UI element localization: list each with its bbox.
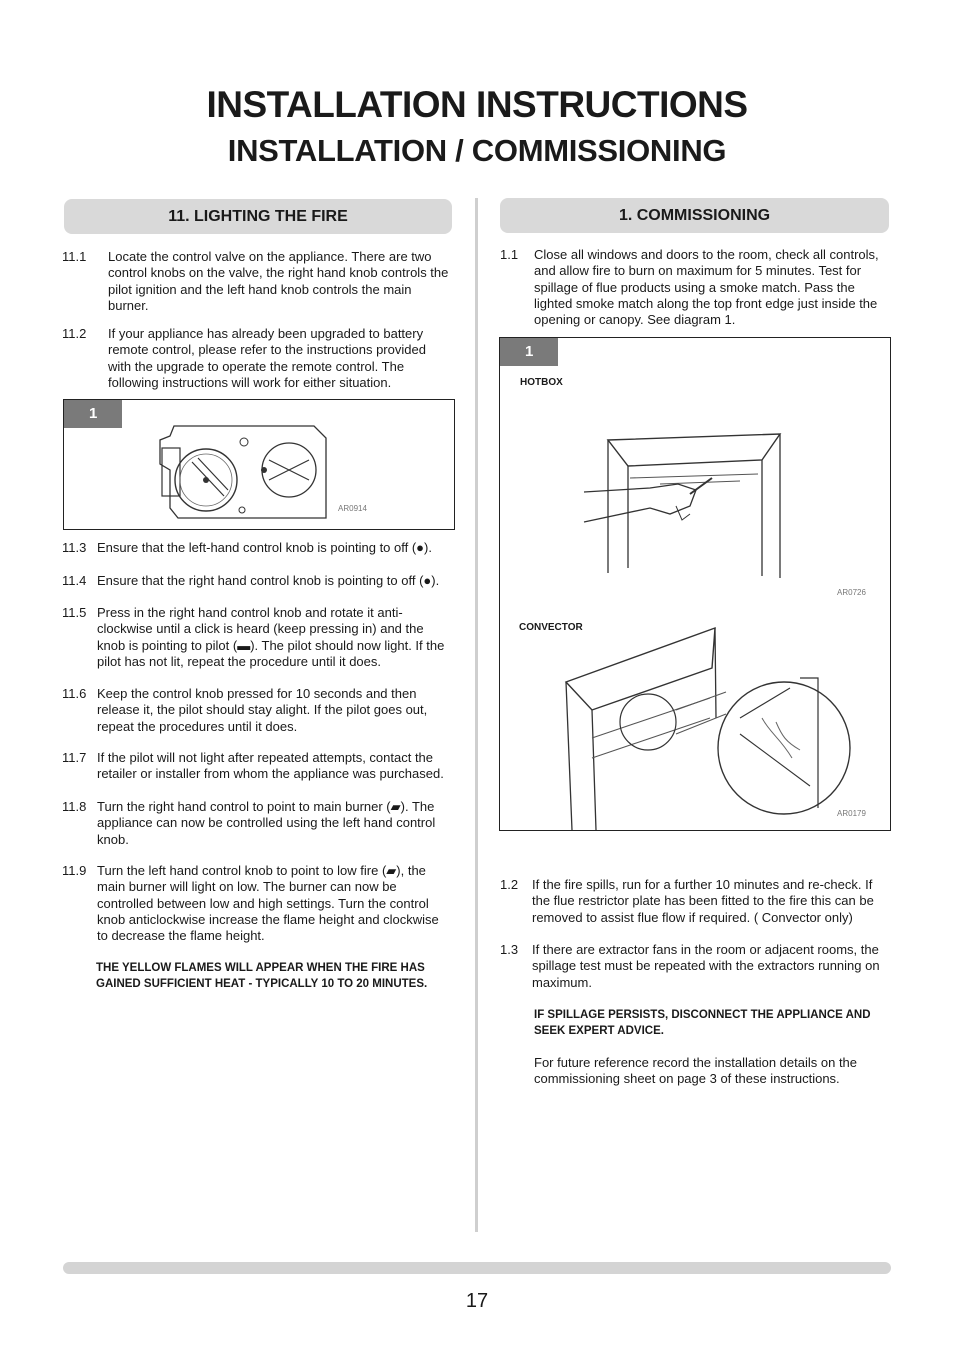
figure-code: AR0914 — [338, 504, 367, 513]
paragraph-11-1 — [62, 249, 452, 314]
page-number: 17 — [465, 1290, 489, 1312]
warning-yellow-flames: THE YELLOW FLAMES WILL APPEAR WHEN THE FIRE HAS GAINED SUFFICIENT HEAT - TYPICALLY 10 TO 20 MINUTES. — [96, 962, 428, 991]
paragraph-number: 1.1 — [500, 247, 519, 262]
paragraph-number: 1.3 — [500, 942, 519, 957]
paragraph-11-3 — [62, 540, 452, 556]
paragraph-text: Ensure that the right hand control knob is pointing to off (●). — [97, 573, 440, 588]
figure-control-valve — [63, 399, 455, 530]
paragraph-text: If your appliance has already been upgraded to battery remote control, please refer to the instructions provided with the upgrade to operate the remote control. The following instructions will work for either situation. — [108, 326, 426, 390]
figure-number-tab: 1 — [64, 400, 122, 428]
paragraph-number: 11.4 — [62, 573, 87, 588]
control-valve-illustration — [64, 400, 454, 529]
paragraph-11-5 — [62, 605, 452, 670]
figure-code: AR0179 — [837, 809, 866, 818]
paragraph-text: Turn the left hand control knob to point to low fire (▰), the main burner will light on low. The burner can now be controlled between low and high settings. Turn the control knob anticlockwise increase the flame height and clockwise to decrease the flame height. — [97, 863, 439, 944]
paragraph-text: Press in the right hand control knob and rotate it anti-clockwise until a click is heard (keep pressing in) and the knob is pointing to pilot (▬). The pilot should now light. If the pilot has not lit, repeat the procedure until it does. — [97, 605, 445, 669]
paragraph-11-8 — [62, 799, 452, 848]
footer-bar — [63, 1262, 891, 1274]
paragraph-number: 11.1 — [62, 249, 87, 264]
warning-spillage: IF SPILLAGE PERSISTS, DISCONNECT THE APPLIANCE AND SEEK EXPERT ADVICE. — [534, 1009, 871, 1038]
label-hotbox: HOTBOX — [520, 377, 563, 388]
paragraph-number: 11.7 — [62, 750, 87, 765]
paragraph-number: 1.2 — [500, 877, 519, 892]
paragraph-11-7 — [62, 750, 452, 783]
column-divider — [475, 198, 478, 1232]
section-heading-commissioning: 1. COMMISSIONING — [500, 198, 889, 233]
paragraph-number: 11.8 — [62, 799, 87, 814]
paragraph-text: If there are extractor fans in the room or adjacent rooms, the spillage test must be repeated with the extractors running on maximum. — [532, 942, 880, 990]
paragraph-11-9 — [62, 863, 452, 944]
paragraph-text: If the pilot will not light after repeated attempts, contact the retailer or installer from whom the appliance was purchased. — [97, 750, 444, 782]
page-subtitle: INSTALLATION / COMMISSIONING — [227, 133, 727, 168]
paragraph-text: Turn the right hand control to point to main burner (▰). The appliance can now be controlled using the left hand control knob. — [97, 799, 436, 847]
smoke-test-illustration — [500, 338, 890, 830]
paragraph-text: Close all windows and doors to the room, check all controls, and allow fire to burn on maximum for 5 minutes. Test for spillage of flue products using a smoke match. Pass the lighted smoke match along the top front edge just inside the opening or canopy. See diagram 1. — [534, 247, 879, 328]
section-heading-lighting: 11. LIGHTING THE FIRE — [64, 199, 452, 234]
paragraph-11-4 — [62, 573, 452, 589]
paragraph-number: 11.2 — [62, 326, 87, 341]
paragraph-text: Keep the control knob pressed for 10 seconds and then release it, the pilot should stay alight. If the pilot goes out, repeat the procedures until it does. — [97, 686, 428, 734]
figure-number-tab: 1 — [500, 338, 558, 366]
paragraph-number: 11.9 — [62, 863, 87, 878]
page-title: INSTALLATION INSTRUCTIONS — [206, 84, 748, 125]
paragraph-1-1 — [500, 247, 890, 328]
figure-code: AR0726 — [837, 588, 866, 597]
label-convector: CONVECTOR — [519, 622, 583, 633]
paragraph-number: 11.3 — [62, 540, 87, 555]
paragraph-text: Locate the control valve on the appliance. There are two control knobs on the valve, the right hand knob controls the pilot ignition and the left hand knob controls the main burner. — [108, 249, 449, 313]
figure-smoke-test — [499, 337, 891, 831]
paragraph-1-2 — [500, 877, 890, 926]
paragraph-text: Ensure that the left-hand control knob is pointing to off (●). — [97, 540, 432, 555]
paragraph-text: If the fire spills, run for a further 10 minutes and re-check. If the flue restrictor plate has been fitted to the fire this can be removed to assist flue flow if required. ( Convector only) — [532, 877, 874, 925]
paragraph-number: 11.5 — [62, 605, 87, 620]
paragraph-1-3 — [500, 942, 890, 991]
paragraph-11-2 — [62, 326, 452, 391]
paragraph-11-6 — [62, 686, 452, 735]
paragraph-number: 11.6 — [62, 686, 87, 701]
note-commissioning-sheet: For future reference record the installation details on the commissioning sheet on page 3 of these instructions. — [534, 1055, 858, 1087]
